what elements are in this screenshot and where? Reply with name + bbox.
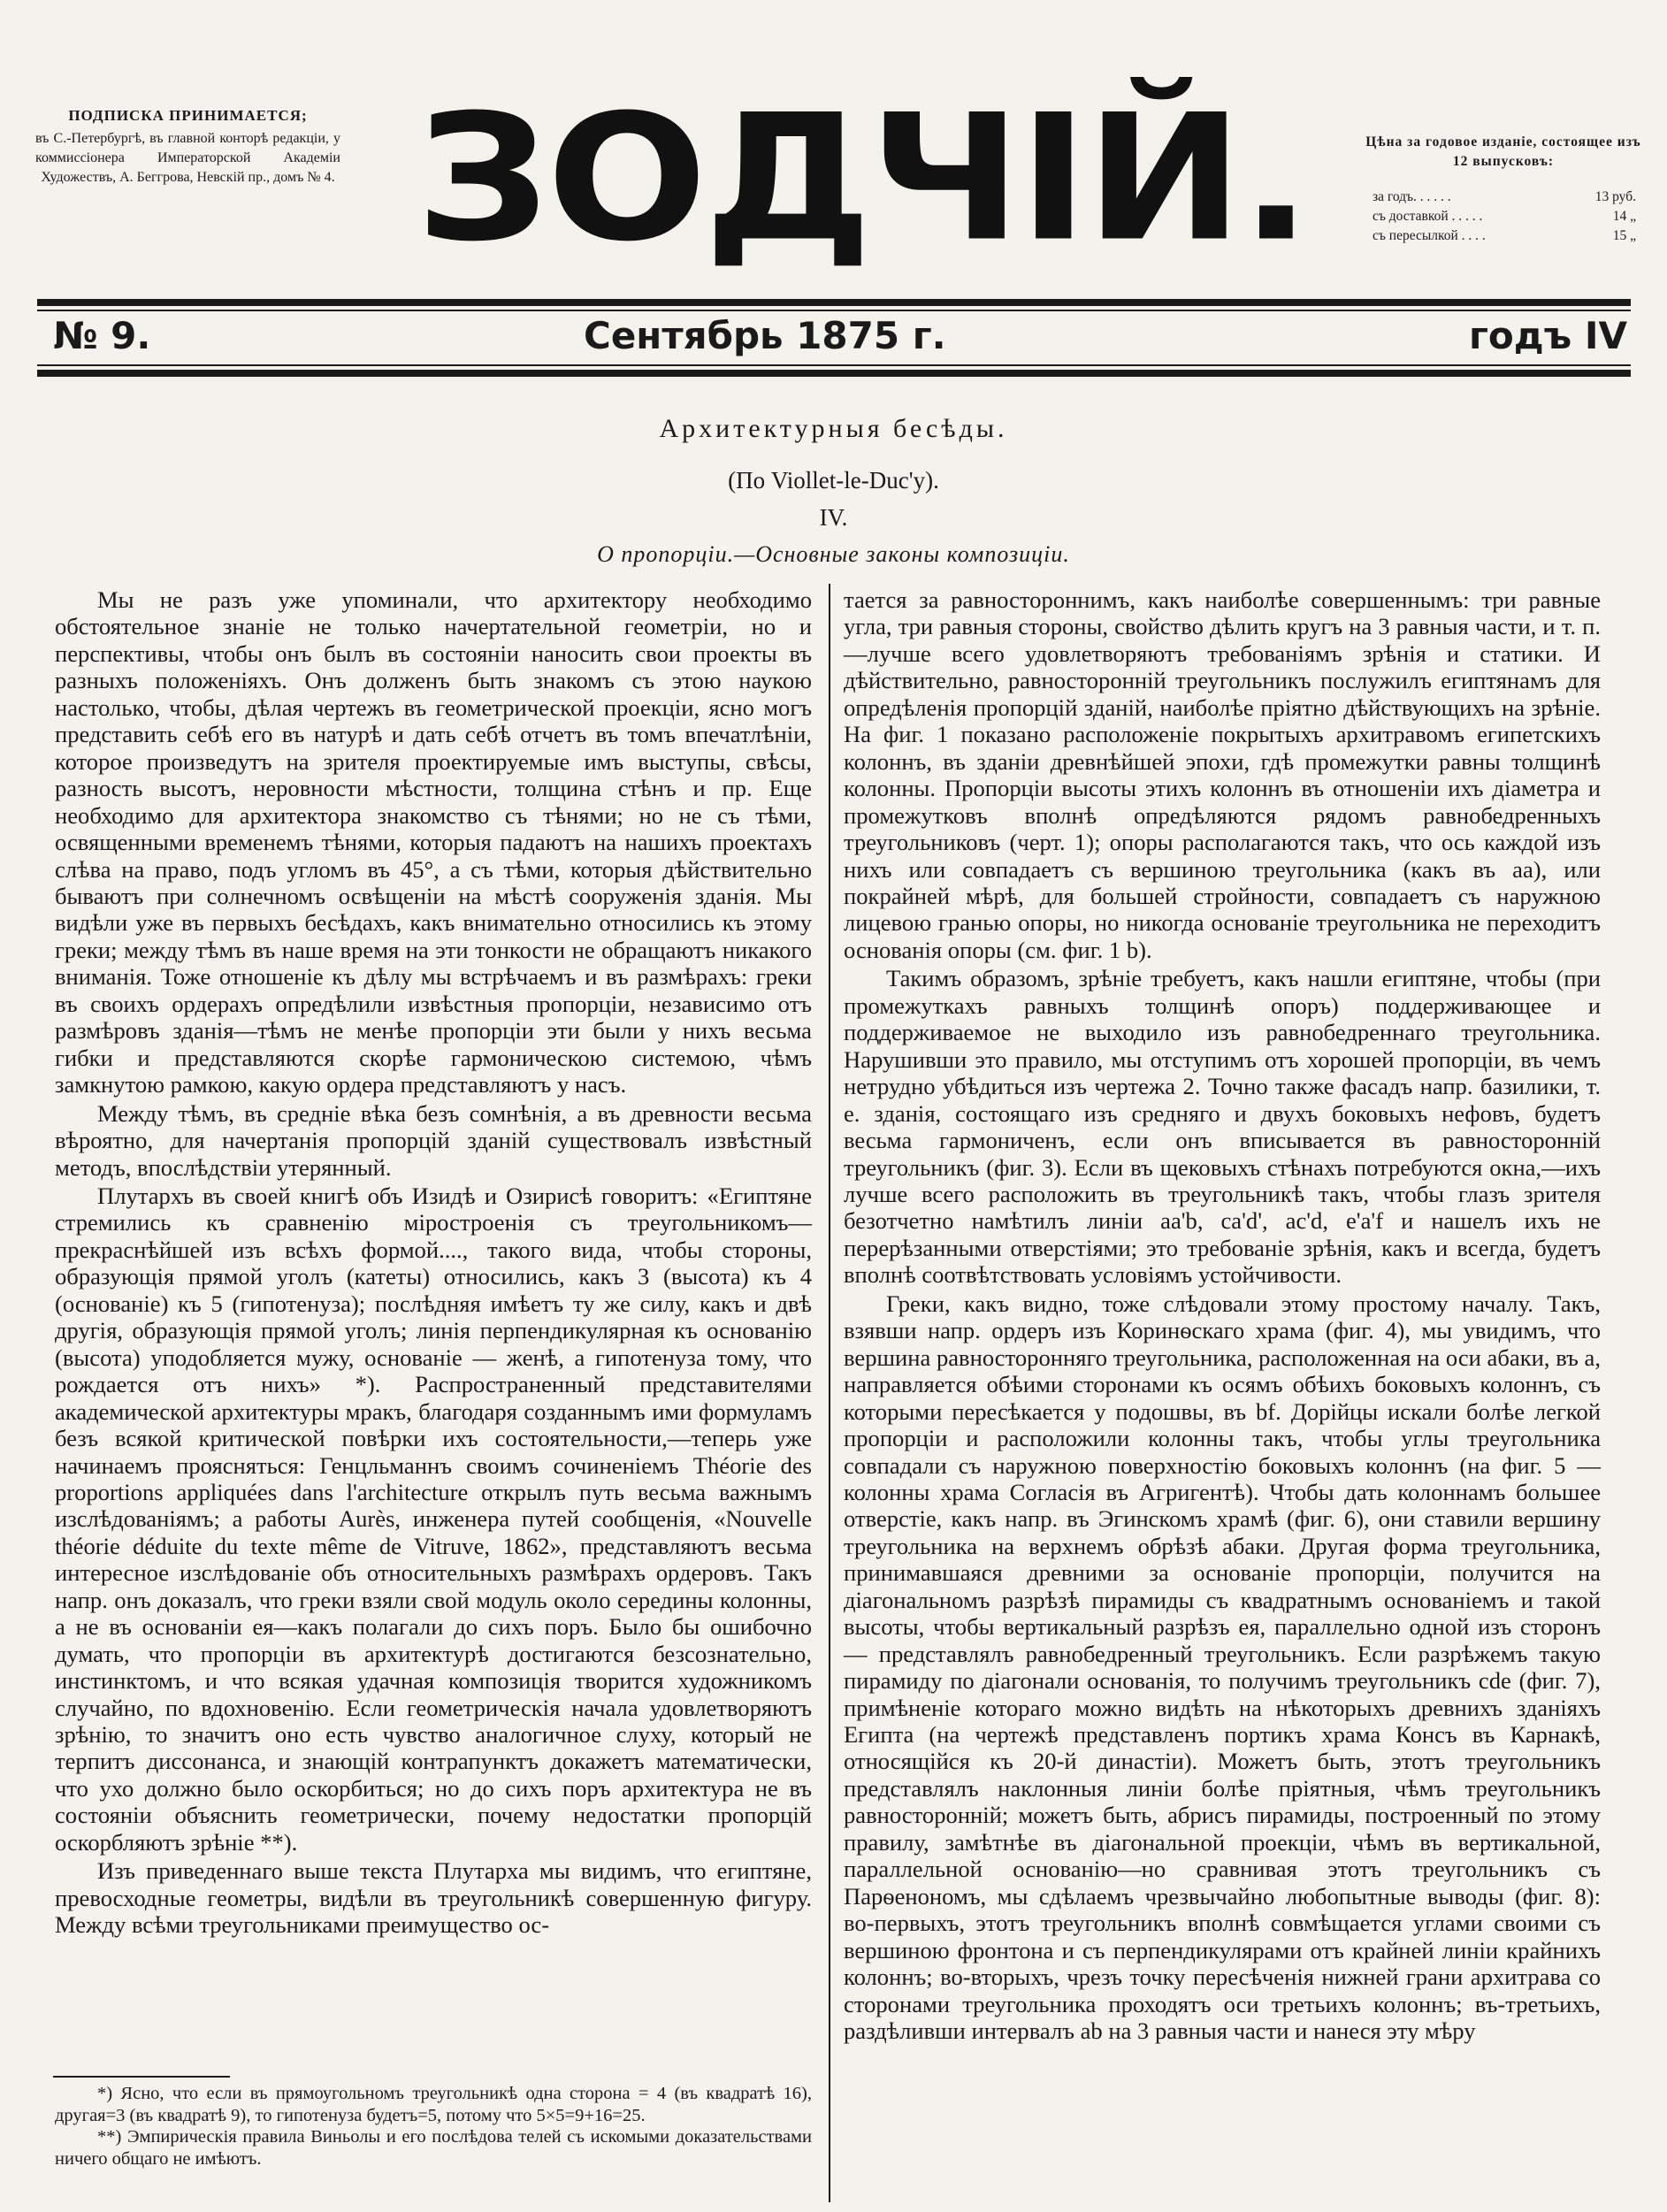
issue-year: годъ IV	[1468, 314, 1627, 357]
price-label: съ доставкой . . . . .	[1373, 209, 1483, 224]
issue-number: № 9.	[53, 314, 151, 357]
journal-title: ЗОДЧІЙ.	[416, 77, 1309, 280]
left-column	[55, 586, 812, 1939]
subscription-body: въ С.-Петербургѣ, въ главной конторѣ редакціи, у коммиссіонера Императорской Академіи Художествъ, А. Беггрова, Невскій пр., домъ № 4.	[35, 131, 340, 185]
paragraph: Мы не разъ уже упоминали, что архитектору необходимо обстоятельное знаніе не только начертательной геометріи, но и перспективы, чтобы онъ былъ въ состояніи наносить свои проекты въ разныхъ положеніяхъ. Онъ долженъ быть знакомъ съ этою наукою настолько, чтобы, дѣлая чертежъ въ геометрической проекціи, ясно могъ представить себѣ его въ натурѣ и дать себѣ отчетъ въ томъ впечатлѣніи, которое произведутъ на зрителя проектируемые имъ выступы, свѣсы, разность высотъ, неровности мѣстности, толщина стѣнъ и пр. Еще необходимо для архитектора знакомство съ тѣнями; но не съ тѣми, освященными временемъ тѣнями, которыя падаютъ на нашихъ проектахъ слѣва на право, подъ угломъ въ 45°, а съ тѣми, которыя дѣйствительно бываютъ при солнечномъ освѣщеніи на мѣстѣ сооруженія зданія. Мы видѣли уже въ первыхъ бесѣдахъ, какъ внимательно относились къ этому греки; между тѣмъ въ наше время на эти тонкости не обращаютъ никакого вниманія. Тоже отношеніе къ дѣлу мы встрѣчаемъ и въ размѣрахъ: греки въ своихъ ордерахъ опредѣлили извѣстныя пропорціи, независимо отъ размѣровъ зданія—тѣмъ не менѣе пропорціи эти были у нихъ весьма гибки и представляются скорѣе гармоническою системою, чѣмъ замкнутою рамкою, какую ордера представляютъ у насъ.	[55, 586, 812, 1098]
footnote: *) Ясно, что если въ прямоугольномъ треугольникѣ одна сторона = 4 (въ квадратѣ 16), другая=3 (въ квадратѣ 9), то гипотенуза будетъ=5, потому что 5×5=9+16=25.	[55, 2084, 812, 2125]
price-list	[1362, 133, 1645, 246]
masthead-rule-bottom	[37, 370, 1631, 377]
price-heading: Цѣна за годовое изданіе, состоящее изъ 12 выпусковъ:	[1365, 134, 1641, 169]
article-theme: О пропорціи.—Основные законы композиціи.	[597, 541, 1070, 567]
price-row	[1362, 207, 1645, 226]
paragraph: Греки, какъ видно, тоже слѣдовали этому простому началу. Такъ, взявши напр. ордеръ изъ Коринѳскаго храма (фиг. 4), мы увидимъ, что вершина равносторонняго треугольника, расположенная на оси абаки, въ a, направляется обѣими сторонами къ осямъ обѣихъ боковыхъ колоннъ, съ которыми пересѣкается у подошвы, въ bf. Дорійцы искали болѣе легкой пропорціи и расположили колонны такъ, чтобы углы треугольника совпадали съ наружною поверхностію боковыхъ колоннъ (на фиг. 5 — колонны храма Согласія въ Агригентѣ). Чтобы дать колоннамъ большее отверстіе, какъ напр. въ Эгинскомъ храмѣ (фиг. 6), они ставили вершину треугольника на верхнемъ обрѣзѣ абаки. Другая форма треугольника, принимавшаяся древними за основаніе пропорціи, получится на діагональномъ разрѣзѣ пирамиды съ квадратнымъ основаніемъ и такой высоты, чтобы вертикальный разрѣзъ ея, параллельно одной изъ сторонъ — представлялъ равнобедренный треугольникъ. Если разрѣжемъ такую пирамиду по діагонали основанія, то получимъ треугольникъ cde (фиг. 7), примѣненіе котораго можно видѣть на нѣкоторыхъ древнихъ зданіяхъ Египта (на чертежѣ представленъ портикъ храма Консъ въ Карнакѣ, относящійся къ 20-й династіи). Можетъ быть, этотъ треугольникъ представлялъ наклонныя линіи болѣе пріятныя, чѣмъ треугольникъ равносторонній; можетъ быть, абрисъ пирамиды, построенный по этому правилу, замѣтнѣе въ діагональной проекціи, чѣмъ въ вертикальной, параллельной основанію—но сравнивая этотъ треугольникъ съ Парѳенономъ, мы сдѣлаемъ чрезвычайно любопытные выводы (фиг. 8): во-первыхъ, этотъ треугольникъ вполнѣ совмѣщается углами своими съ вершиною фронтона и съ перпендикулярами отъ крайней линіи крайнихъ колоннъ; во-вторыхъ, чрезъ точку пересѣченія нижней грани архитрава со сторонами треугольника проходятъ оси третьихъ колоннъ; въ-третьихъ, раздѣливши интервалъ ab на 3 равныя части и нанеся эту мѣру	[844, 1290, 1601, 2045]
price-value: 15 „	[1612, 228, 1636, 243]
footnotes	[55, 2083, 812, 2170]
price-row	[1362, 188, 1645, 207]
price-label: съ пересылкой . . . .	[1373, 228, 1486, 243]
masthead-rule-top	[37, 299, 1631, 306]
paragraph: Плутархъ въ своей книгѣ объ Изидѣ и Озирисѣ говоритъ: «Египтяне стремились къ сравненію міростроенія съ треугольникомъ—прекраснѣйшей изъ всѣхъ формой...., такого вида, чтобы стороны, образующія прямой уголъ (катеты) относились, какъ 3 (высота) къ 4 (основаніе) къ 5 (гипотенуза); послѣдняя имѣетъ ту же силу, какъ и двѣ другія, образующія прямой уголъ; линія перпендикулярная къ основанію (высота) уподобляется мужу, основаніе — женѣ, а гипотенуза тому, что рождается отъ нихъ» *). Распространенный представителями академической архитектуры мракъ, благодаря созданнымъ ими формуламъ безъ всякой критической повѣрки ихъ состоятельности,—теперь уже начинаемъ проясняться: Генцльманнъ своимъ сочиненіемъ Théorie des proportions appliquées dans l'architecture открылъ путь весьма важнымъ изслѣдованіямъ; а работы Aurès, инженера путей сообщенія, «Nouvelle théorie déduite du texte même de Vitruve, 1862», представляютъ весьма интересное изслѣдованіе объ относительныхъ размѣрахъ ордеровъ. Такъ напр. онъ доказалъ, что греки взяли свой модуль около середины колонны, а не въ основаніи ея—какъ полагали до сихъ поръ. Было бы ошибочно думать, что пропорціи въ архитектурѣ достигаются безсознательно, инстинктомъ, и что всякая удачная композиція творится художникомъ случайно, по вдохновенію. Если геометрическія начала удовлетворяютъ зрѣнію, то значитъ оно есть чувство аналогичное слуху, который не терпитъ диссонанса, и знающій контрапунктъ докажетъ математически, что ухо должно было оскорбиться; но до сихъ поръ архитектура не въ состояніи объяснить геометрически, почему недостатки пропорцій оскорбляютъ зрѣніе **).	[55, 1182, 812, 1856]
article-part: IV.	[819, 504, 848, 531]
paragraph: Такимъ образомъ, зрѣніе требуетъ, какъ нашли египтяне, чтобы (при промежуткахъ равныхъ толщинѣ опоръ) поддерживающее и поддерживаемое не выходило изъ равнобедреннаго треугольника. Нарушивши это правило, мы отступимъ отъ хорошей пропорціи, въ чемъ нетрудно убѣдиться изъ чертежа 2. Точно также фасадъ напр. базилики, т. е. зданія, состоящаго изъ средняго и двухъ боковыхъ нефовъ, будетъ весьма гармониченъ, если онъ вписывается въ равносторонній треугольникъ (фиг. 3). Если въ щековыхъ стѣнахъ потребуются окна,—ихъ лучше всего расположить въ треугольникѣ такъ, чтобы глазъ зрителя безотчетно намѣтилъ линіи aa'b, ca'd', ac'd, e'a'f и нашелъ ихъ не перерѣзанными отверстіями; это требованіе зрѣнія, какъ и всегда, будетъ вполнѣ соотвѣтствовать условіямъ устойчивости.	[844, 965, 1601, 1289]
subscription-heading: ПОДПИСКА ПРИНИМАЕТСЯ;	[68, 107, 308, 124]
price-value: 14 „	[1612, 209, 1636, 224]
footnote: **) Эмпирическія правила Виньолы и его послѣдова телей съ искомыми доказательствами ничего общаго не имѣютъ.	[55, 2127, 812, 2169]
issue-bar	[53, 311, 1627, 361]
price-row	[1362, 226, 1645, 246]
subscription-notice	[35, 106, 340, 188]
price-value: 13 руб.	[1594, 189, 1636, 204]
article-title: Архитектурныя бесѣды.	[659, 414, 1008, 443]
issue-date: Сентябрь 1875 г.	[584, 314, 946, 357]
right-column	[844, 586, 1601, 2044]
footnote-rule	[53, 2076, 230, 2078]
paragraph: Между тѣмъ, въ средніе вѣка безъ сомнѣнія, а въ древности весьма вѣроятно, для начертанія пропорцій зданій существовалъ извѣстный методъ, впослѣдствіи утерянный.	[55, 1099, 812, 1181]
price-label: за годъ. . . . . .	[1373, 189, 1451, 204]
column-divider	[829, 584, 830, 2202]
paragraph: тается за равностороннимъ, какъ наиболѣе совершеннымъ: три равные угла, три равныя стороны, свойство дѣлить кругъ на 3 равныя части, и т. п.—лучше всего удовлетворяютъ требованіямъ зрѣнія и статики. И дѣйствительно, равносторонній треугольникъ послужилъ египтянамъ для опредѣленія пропорцій зданій, наиболѣе пріятно дѣйствующихъ на зрѣніе. На фиг. 1 показано расположеніе покрытыхъ архитравомъ египетскихъ колоннъ, въ зданіи древнѣйшей эпохи, гдѣ промежутки равны толщинѣ колонны. Пропорціи высоты этихъ колоннъ въ отношеніи ихъ діаметра и промежутковъ вполнѣ опредѣляются рядомъ равнобедренныхъ треугольниковъ (черт. 1); опоры располагаются такъ, что ось каждой изъ нихъ или совпадаетъ съ вершиною треугольника (какъ въ aa), или покрайней мѣрѣ, для большей стройности, совпадаетъ съ наружною лицевою гранью опоры, но никогда основаніе треугольника не переходитъ основанія опоры (см. фиг. 1 b).	[844, 586, 1601, 963]
article-source: (По Viollet-le-Duc'y).	[728, 467, 939, 494]
masthead-rule-bottom-thin	[37, 364, 1631, 366]
paragraph: Изъ приведеннаго выше текста Плутарха мы видимъ, что египтяне, превосходные геометры, видѣли въ треугольникѣ совершенную фигуру. Между всѣми треугольниками преимущество ос-	[55, 1857, 812, 1939]
